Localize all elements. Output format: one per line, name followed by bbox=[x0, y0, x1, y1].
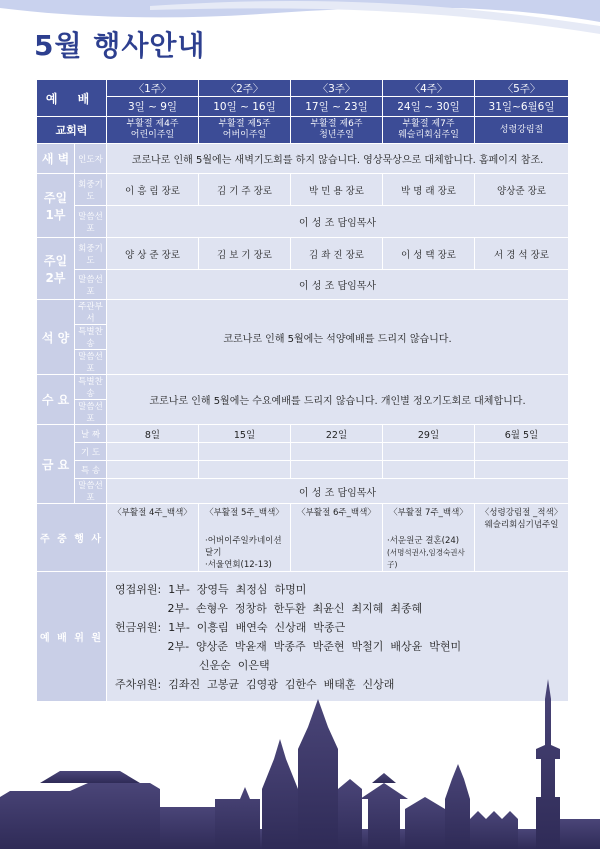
prayer-leader: 김 보 기 장로 bbox=[199, 238, 291, 270]
sunday2-label: 주일 2부 bbox=[37, 238, 75, 300]
committee-line: 2부- 손형우 정창하 한두환 최윤신 최지혜 최종혜 bbox=[115, 601, 423, 615]
dawn-role: 인도자 bbox=[75, 144, 107, 174]
committee-line: 헌금위원: 1부- 이흥림 배연숙 신상래 박종근 bbox=[115, 620, 346, 634]
evening-role: 특별찬송 bbox=[75, 325, 107, 350]
city-skyline-graphic bbox=[0, 679, 600, 849]
week-dates: 24일 ~ 30일 bbox=[383, 97, 475, 117]
sunday1-sermon-row bbox=[37, 206, 569, 238]
friday-date: 22일 bbox=[291, 425, 383, 443]
prayer-leader: 박 민 용 장로 bbox=[291, 174, 383, 206]
prayer-leader: 양 상 준 장로 bbox=[107, 238, 199, 270]
friday-date: 6월 5일 bbox=[475, 425, 569, 443]
friday-hymn-row bbox=[37, 461, 569, 479]
sunday1-prayer-row bbox=[37, 174, 569, 206]
friday-label: 금 요 bbox=[37, 425, 75, 504]
church-calendar-label: 교회력 bbox=[37, 117, 107, 144]
events-row bbox=[37, 504, 569, 572]
sunday2-sermon-row bbox=[37, 270, 569, 300]
friday-hymn-role: 특 송 bbox=[75, 461, 107, 479]
friday-prayer-role: 기 도 bbox=[75, 443, 107, 461]
sunday1-preacher: 이 성 조 담임목사 bbox=[107, 206, 569, 238]
week-dates: 17일 ~ 23일 bbox=[291, 97, 383, 117]
evening-row bbox=[37, 300, 569, 325]
event-cell: 〈부활절 4주_백색〉 bbox=[107, 504, 199, 572]
dawn-row bbox=[37, 144, 569, 174]
evening-notice: 코로나로 인해 5월에는 석양예배를 드리지 않습니다. bbox=[107, 300, 569, 375]
friday-date: 15일 bbox=[199, 425, 291, 443]
week-name: 〈2주〉 bbox=[199, 80, 291, 97]
friday-sermon-role: 말씀선포 bbox=[75, 479, 107, 504]
prayer-leader: 양상준 장로 bbox=[475, 174, 569, 206]
event-cell: 〈부활절 7주_백색〉 ·서운원군 결혼(24) (서명석권사,임경숙권사 子) bbox=[383, 504, 475, 572]
committee-line: 영접위원: 1부- 장영득 최정심 하명미 bbox=[115, 582, 307, 596]
church-calendar-row bbox=[37, 117, 569, 144]
prayer-leader: 이 흥 림 장로 bbox=[107, 174, 199, 206]
worship-header-label: 예 배 bbox=[37, 80, 107, 117]
friday-date-role: 날 짜 bbox=[75, 425, 107, 443]
committee-label: 예 배 위 원 bbox=[37, 572, 107, 702]
week-dates: 10일 ~ 16일 bbox=[199, 97, 291, 117]
calendar-cell: 부활절 제4주 어린이주일 bbox=[107, 117, 199, 144]
week-name: 〈3주〉 bbox=[291, 80, 383, 97]
events-label: 주 중 행 사 bbox=[37, 504, 107, 572]
sunday1-sermon-role: 말씀선포 bbox=[75, 206, 107, 238]
wednesday-row bbox=[37, 375, 569, 400]
event-cell: 〈성령강림절 _적색〉 웨슬리회심기념주일 bbox=[475, 504, 569, 572]
header-row bbox=[37, 80, 569, 97]
week-name: 〈4주〉 bbox=[383, 80, 475, 97]
committee-line: 2부- 양상준 박윤재 박종주 박준현 박철기 배상윤 박현미 bbox=[115, 639, 462, 653]
event-cell: 〈부활절 6주_백색〉 bbox=[291, 504, 383, 572]
sunday2-prayer-row bbox=[37, 238, 569, 270]
prayer-leader: 이 성 택 장로 bbox=[383, 238, 475, 270]
evening-role: 주관부서 bbox=[75, 300, 107, 325]
sunday2-preacher: 이 성 조 담임목사 bbox=[107, 270, 569, 300]
evening-label: 석 양 bbox=[37, 300, 75, 375]
calendar-cell: 부활절 제7주 웨슬리회심주일 bbox=[383, 117, 475, 144]
sunday2-sermon-role: 말씀선포 bbox=[75, 270, 107, 300]
schedule-table bbox=[36, 79, 569, 702]
prayer-leader: 서 경 석 장로 bbox=[475, 238, 569, 270]
prayer-leader: 김 좌 진 장로 bbox=[291, 238, 383, 270]
dawn-label: 새 벽 bbox=[37, 144, 75, 174]
week-name: 〈1주〉 bbox=[107, 80, 199, 97]
calendar-cell: 성령강림절 bbox=[475, 117, 569, 144]
sunday1-prayer-role: 회중기도 bbox=[75, 174, 107, 206]
calendar-cell: 부활절 제6주 청년주일 bbox=[291, 117, 383, 144]
sunday1-label: 주일 1부 bbox=[37, 174, 75, 238]
week-dates: 3일 ~ 9일 bbox=[107, 97, 199, 117]
evening-role: 말씀선포 bbox=[75, 350, 107, 375]
sunday2-prayer-role: 회중기도 bbox=[75, 238, 107, 270]
prayer-leader: 김 기 주 장로 bbox=[199, 174, 291, 206]
friday-prayer-row bbox=[37, 443, 569, 461]
dawn-notice: 코로나로 인해 5월에는 새벽기도회를 하지 않습니다. 영상묵상으로 대체합니다. 홈페이지 참조. bbox=[107, 144, 569, 174]
friday-date-row bbox=[37, 425, 569, 443]
wednesday-notice: 코로나로 인해 5월에는 수요예배를 드리지 않습니다. 개인별 정오기도회로 대체합니다. bbox=[107, 375, 569, 425]
committee-line: 주차위원: 김좌진 고봉균 김영광 김한수 배태훈 신상래 bbox=[115, 677, 395, 691]
friday-date: 29일 bbox=[383, 425, 475, 443]
committee-line: 신운순 이은택 bbox=[115, 658, 270, 672]
week-name: 〈5주〉 bbox=[475, 80, 569, 97]
friday-sermon-row bbox=[37, 479, 569, 504]
friday-date: 8일 bbox=[107, 425, 199, 443]
event-cell: 〈부활절 5주_백색〉 ·어버이주일카네이션달기 ·서울연회(12-13) bbox=[199, 504, 291, 572]
wednesday-role: 특별찬송 bbox=[75, 375, 107, 400]
page-title: 5월 행사안내 bbox=[34, 29, 206, 62]
calendar-cell: 부활절 제5주 어버이주일 bbox=[199, 117, 291, 144]
wednesday-label: 수 요 bbox=[37, 375, 75, 425]
header-dates-row bbox=[37, 97, 569, 117]
prayer-leader: 박 명 래 장로 bbox=[383, 174, 475, 206]
friday-preacher: 이 성 조 담임목사 bbox=[107, 479, 569, 504]
week-dates: 31일~6월6일 bbox=[475, 97, 569, 117]
wednesday-role: 말씀선포 bbox=[75, 400, 107, 425]
